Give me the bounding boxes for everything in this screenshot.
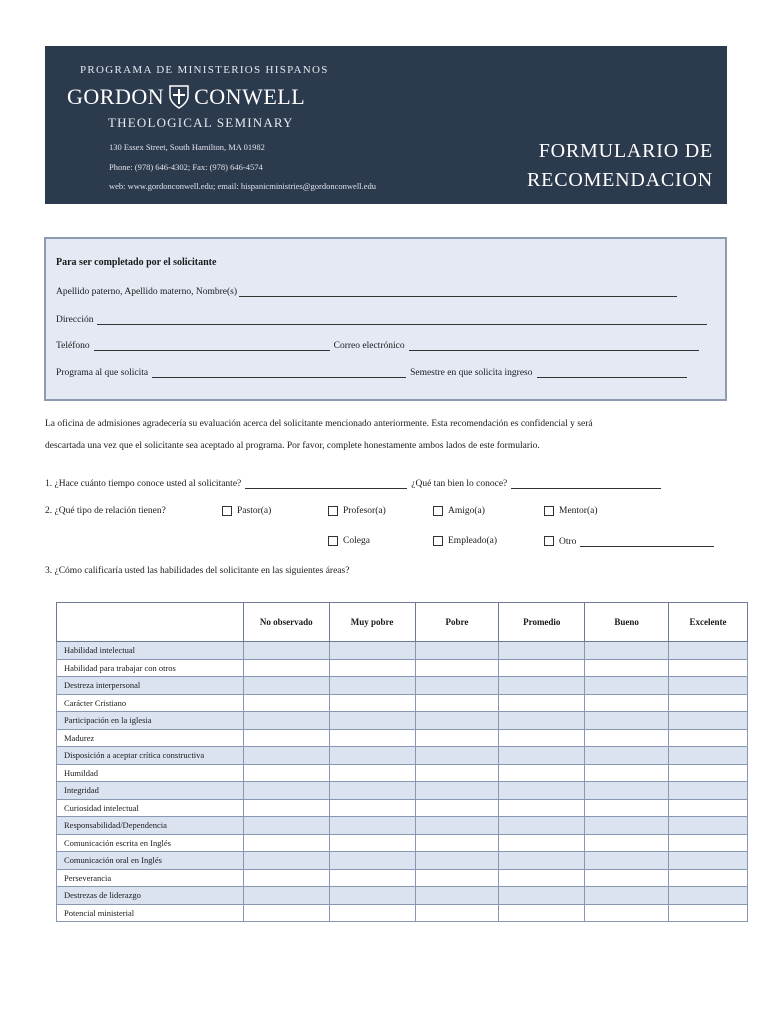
rating-cell[interactable] [243,799,329,817]
option-colega[interactable] [328,536,370,546]
rating-cell[interactable] [415,904,499,922]
skill-label: Integridad [57,782,244,800]
rating-cell[interactable] [329,887,415,905]
option-otro[interactable] [544,536,714,547]
rating-cell[interactable] [585,729,669,747]
skill-label: Comunicación escrita en Inglés [57,834,244,852]
rating-cell[interactable] [415,764,499,782]
rating-cell[interactable] [329,869,415,887]
skill-label: Participación en la iglesia [57,712,244,730]
rating-cell[interactable] [669,764,748,782]
rating-cell[interactable] [329,729,415,747]
option-pastor[interactable] [222,506,271,516]
rating-cell[interactable] [669,887,748,905]
table-row [57,869,748,887]
header-muy-pobre: Muy pobre [329,603,415,642]
rating-cell[interactable] [669,694,748,712]
form-title-line1: FORMULARIO DE [538,140,713,162]
rating-cell[interactable] [669,782,748,800]
question-2-label: 2. ¿Qué tipo de relación tienen? [45,506,166,516]
phone-label: Teléfono [56,341,90,351]
rating-cell[interactable] [585,712,669,730]
rating-cell[interactable] [243,642,329,660]
header-excelente: Excelente [669,603,748,642]
header-promedio: Promedio [499,603,585,642]
checkbox-icon[interactable] [544,506,554,516]
rating-cell[interactable] [415,729,499,747]
question-1 [45,478,661,489]
option-otro-input-line[interactable] [580,536,714,547]
skill-label: Comunicación oral en Inglés [57,852,244,870]
rating-cell[interactable] [415,659,499,677]
skill-label: Curiosidad intelectual [57,799,244,817]
rating-cell[interactable] [499,834,585,852]
seminary-subtitle: THEOLOGICAL SEMINARY [108,115,294,130]
name-label: Apellido paterno, Apellido materno, Nombre(s) [56,287,237,297]
table-row [57,887,748,905]
rating-cell[interactable] [243,782,329,800]
rating-cell[interactable] [669,799,748,817]
skill-label: Habilidad intelectual [57,642,244,660]
skill-label: Disposición a aceptar crítica constructiva [57,747,244,765]
email-label: Correo electrónico [333,341,405,351]
rating-cell[interactable] [243,852,329,870]
address-field [56,314,707,325]
rating-cell[interactable] [499,869,585,887]
table-row [57,799,748,817]
phone-email-field [56,340,699,351]
applicant-section-title: Para ser completado por el solicitante [56,257,217,268]
table-row [57,852,748,870]
ratings-table [56,602,748,922]
rating-cell[interactable] [669,852,748,870]
name-field [56,286,677,297]
phone-input-line[interactable] [94,340,330,351]
skill-label: Destrezas de liderazgo [57,887,244,905]
skill-label: Perseverancia [57,869,244,887]
rating-cell[interactable] [669,747,748,765]
rating-cell[interactable] [243,712,329,730]
rating-cell[interactable] [329,747,415,765]
rating-cell[interactable] [499,852,585,870]
address-line: 130 Essex Street, South Hamilton, MA 01982 [109,142,265,152]
rating-cell[interactable] [243,869,329,887]
rating-cell[interactable] [669,642,748,660]
rating-cell[interactable] [329,764,415,782]
table-row [57,834,748,852]
rating-cell[interactable] [585,869,669,887]
rating-cell[interactable] [499,887,585,905]
name-input-line[interactable] [239,286,677,297]
checkbox-icon[interactable] [433,506,443,516]
rating-cell[interactable] [585,852,669,870]
option-empleado-label: Empleado(a) [448,536,498,546]
ratings-header-row [57,603,748,642]
rating-cell[interactable] [415,852,499,870]
email-input-line[interactable] [409,340,699,351]
option-mentor-label: Mentor(a) [559,506,598,516]
rating-cell[interactable] [415,747,499,765]
rating-cell[interactable] [415,694,499,712]
rating-cell[interactable] [415,887,499,905]
rating-cell[interactable] [585,817,669,835]
rating-cell[interactable] [329,659,415,677]
rating-cell[interactable] [585,764,669,782]
form-title-line2: RECOMENDACION [527,169,713,191]
table-row [57,904,748,922]
rating-cell[interactable] [329,799,415,817]
rating-cell[interactable] [243,817,329,835]
rating-cell[interactable] [329,852,415,870]
checkbox-icon[interactable] [222,506,232,516]
rating-cell[interactable] [415,642,499,660]
option-mentor[interactable] [544,506,598,516]
address-input-line[interactable] [97,314,707,325]
rating-cell[interactable] [499,677,585,695]
skill-label: Humildad [57,764,244,782]
question-1-input-line[interactable] [245,478,407,489]
rating-cell[interactable] [243,747,329,765]
rating-cell[interactable] [243,834,329,852]
rating-cell[interactable] [499,799,585,817]
rating-cell[interactable] [669,659,748,677]
question-1b-input-line[interactable] [511,478,661,489]
header-blank [57,603,244,642]
rating-cell[interactable] [499,782,585,800]
rating-cell[interactable] [499,904,585,922]
rating-cell[interactable] [243,764,329,782]
skill-label: Habilidad para trabajar con otros [57,659,244,677]
rating-cell[interactable] [243,677,329,695]
header-no-observado: No observado [243,603,329,642]
program-label: Programa al que solicita [56,368,149,378]
rating-cell[interactable] [499,764,585,782]
option-colega-label: Colega [343,536,370,546]
skill-label: Responsabilidad/Dependencia [57,817,244,835]
checkbox-icon[interactable] [328,506,338,516]
rating-cell[interactable] [329,904,415,922]
table-row [57,817,748,835]
rating-cell[interactable] [415,834,499,852]
rating-cell[interactable] [243,659,329,677]
table-row [57,712,748,730]
question-1-label: 1. ¿Hace cuánto tiempo conoce usted al solicitante? [45,479,242,489]
table-row [57,747,748,765]
rating-cell[interactable] [499,817,585,835]
rating-cell[interactable] [415,869,499,887]
rating-cell[interactable] [243,887,329,905]
rating-cell[interactable] [499,729,585,747]
address-label: Dirección [56,315,94,325]
rating-cell[interactable] [499,712,585,730]
rating-cell[interactable] [415,799,499,817]
rating-cell[interactable] [585,887,669,905]
semester-label: Semestre en que solicita ingreso [410,368,533,378]
shield-cross-icon [167,84,191,110]
skill-label: Potencial ministerial [57,904,244,922]
rating-cell[interactable] [669,904,748,922]
applicant-section [44,237,727,401]
rating-cell[interactable] [669,712,748,730]
rating-cell[interactable] [669,677,748,695]
rating-cell[interactable] [415,817,499,835]
rating-cell[interactable] [669,834,748,852]
skill-label: Carácter Cristiano [57,694,244,712]
option-pastor-label: Pastor(a) [237,506,272,516]
rating-cell[interactable] [329,694,415,712]
option-otro-label: Otro [559,537,577,547]
rating-cell[interactable] [669,817,748,835]
checkbox-icon[interactable] [328,536,338,546]
skill-label: Madurez [57,729,244,747]
rating-cell[interactable] [585,782,669,800]
rating-cell[interactable] [243,694,329,712]
table-row [57,694,748,712]
rating-cell[interactable] [585,642,669,660]
table-row [57,764,748,782]
checkbox-icon[interactable] [544,536,554,546]
option-profesor[interactable] [328,506,386,516]
seminary-logo [67,84,305,110]
phone-line: Phone: (978) 646-4302; Fax: (978) 646-4574 [109,162,263,172]
rating-cell[interactable] [329,834,415,852]
option-amigo-label: Amigo(a) [448,506,485,516]
rating-cell[interactable] [329,642,415,660]
rating-cell[interactable] [415,712,499,730]
rating-cell[interactable] [329,712,415,730]
rating-cell[interactable] [243,729,329,747]
rating-cell[interactable] [329,677,415,695]
rating-cell[interactable] [499,747,585,765]
option-profesor-label: Profesor(a) [343,506,386,516]
program-semester-field [56,367,687,378]
header-banner [45,46,727,204]
semester-input-line[interactable] [537,367,687,378]
intro-line-1: La oficina de admisiones agradecería su evaluación acerca del solicitante mencionado anteriormente. Esta recomendación es confidencial y será [45,419,593,429]
question-1b-label: ¿Qué tan bien lo conoce? [411,479,508,489]
rating-cell[interactable] [499,642,585,660]
rating-cell[interactable] [499,659,585,677]
rating-cell[interactable] [243,904,329,922]
rating-cell[interactable] [499,694,585,712]
rating-cell[interactable] [585,694,669,712]
rating-cell[interactable] [585,659,669,677]
rating-cell[interactable] [415,677,499,695]
rating-cell[interactable] [585,747,669,765]
table-row [57,642,748,660]
rating-cell[interactable] [585,677,669,695]
table-row [57,659,748,677]
option-amigo[interactable] [433,506,485,516]
rating-cell[interactable] [669,869,748,887]
program-name: PROGRAMA DE MINISTERIOS HISPANOS [80,64,329,76]
logo-word-left: GORDON [67,84,165,109]
rating-cell[interactable] [415,782,499,800]
program-input-line[interactable] [152,367,406,378]
table-row [57,782,748,800]
rating-cell[interactable] [585,904,669,922]
table-row [57,677,748,695]
rating-cell[interactable] [585,799,669,817]
rating-cell[interactable] [329,782,415,800]
rating-cell[interactable] [669,729,748,747]
intro-line-2: descartada una vez que el solicitante sea aceptado al programa. Por favor, complete honestamente ambos lados de este formulario. [45,441,540,451]
logo-word-right: CONWELL [194,84,306,109]
header-pobre: Pobre [415,603,499,642]
checkbox-icon[interactable] [433,536,443,546]
header-bueno: Bueno [585,603,669,642]
option-empleado[interactable] [433,536,497,546]
rating-cell[interactable] [585,834,669,852]
web-line: web: www.gordonconwell.edu; email: hispanicministries@gordonconwell.edu [109,181,376,191]
rating-cell[interactable] [329,817,415,835]
table-row [57,729,748,747]
skill-label: Destreza interpersonal [57,677,244,695]
question-3-label: 3. ¿Cómo calificaría usted las habilidades del solicitante en las siguientes áreas? [45,566,350,576]
